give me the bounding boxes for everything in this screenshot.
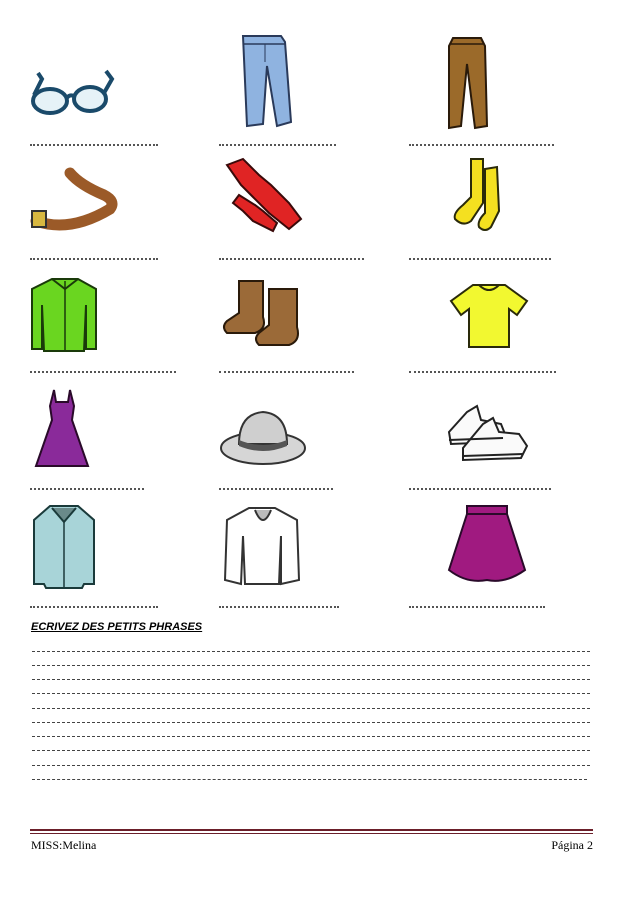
writing-line[interactable] [32, 693, 590, 694]
socks-icon [447, 155, 507, 245]
footer-rule [30, 829, 593, 831]
belt-icon [30, 165, 120, 245]
footer-rule-thin [30, 833, 593, 834]
sneakers-icon [447, 402, 537, 472]
dress-icon [32, 386, 92, 476]
answer-line[interactable] [409, 604, 545, 608]
item-skirt [409, 478, 599, 608]
item-dress [30, 360, 220, 490]
item-boots [219, 243, 409, 373]
scarf-icon [219, 155, 309, 245]
tshirt-icon [449, 281, 529, 351]
jeans-icon [237, 32, 297, 132]
coat-icon [30, 502, 100, 592]
writing-line[interactable] [32, 765, 590, 766]
item-tshirt [409, 243, 599, 373]
item-socks [409, 130, 599, 260]
writing-line[interactable] [32, 722, 590, 723]
trousers-icon [441, 34, 501, 134]
footer-author: MISS:Melina [31, 838, 97, 852]
skirt-icon [445, 502, 535, 592]
answer-line[interactable] [30, 604, 158, 608]
footer-page-number: Página 2 [551, 838, 593, 852]
item-trousers [409, 16, 599, 146]
item-coat [30, 478, 220, 608]
writing-line[interactable] [32, 736, 590, 737]
item-sneakers [409, 360, 599, 490]
item-blouse [219, 478, 409, 608]
writing-line[interactable] [32, 665, 590, 666]
writing-line[interactable] [32, 708, 590, 709]
shirt-icon [30, 275, 100, 355]
hat-icon [219, 404, 309, 474]
item-jeans [219, 16, 409, 146]
answer-line[interactable] [219, 604, 339, 608]
boots-icon [219, 273, 309, 353]
item-scarf [219, 130, 409, 260]
exercise-heading: ECRIVEZ DES PETITS PHRASES [31, 621, 203, 633]
writing-line[interactable] [32, 679, 590, 680]
writing-line[interactable] [32, 651, 590, 652]
writing-line[interactable] [32, 750, 590, 751]
writing-line[interactable] [32, 779, 587, 780]
item-shirt [30, 243, 220, 373]
blouse-icon [219, 500, 309, 590]
item-belt [30, 130, 220, 260]
glasses-icon [30, 61, 120, 131]
item-hat [219, 360, 409, 490]
item-glasses [30, 16, 220, 146]
